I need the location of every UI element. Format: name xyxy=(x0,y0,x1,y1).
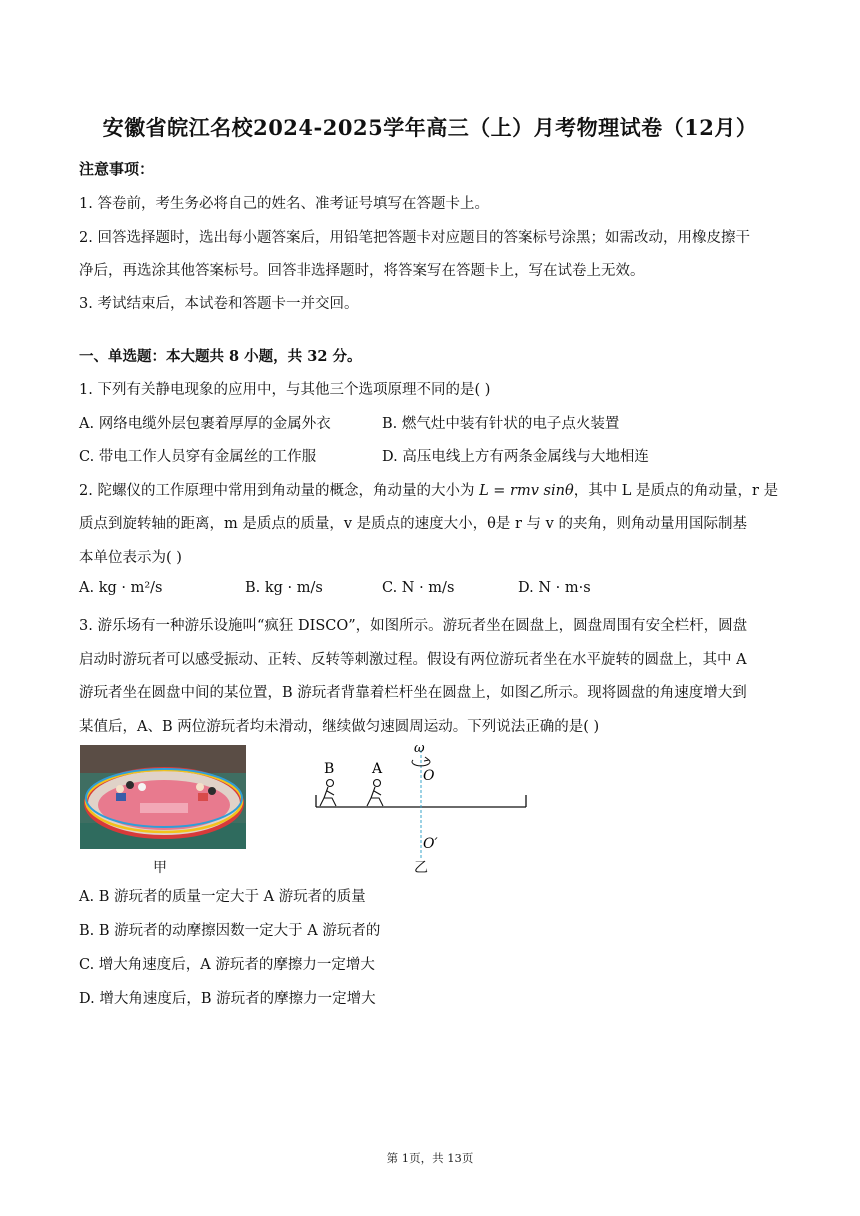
question-3-line-1: 3. 游乐场有一种游乐设施叫“疯狂 DISCO”，如图所示。游玩者坐在圆盘上，圆盘周围有安全栏杆，圆盘 xyxy=(79,618,748,634)
notice-item-2-line-1: 2. 回答选择题时，选出每小题答案后，用铅笔把答题卡对应题目的答案标号涂黑；如需改动，用橡皮擦干 xyxy=(79,230,750,246)
notice-item-1: 1. 答卷前，考生务必将自己的姓名、准考证号填写在答题卡上。 xyxy=(79,196,489,212)
question-2-line-1 xyxy=(79,479,778,500)
rotating-disc-diagram xyxy=(300,740,540,875)
question-1-stem: 1. 下列有关静电现象的应用中，与其他三个选项原理不同的是( ) xyxy=(79,382,491,398)
question-3-line-2: 启动时游玩者可以感受振动、正转、反转等刺激过程。假设有两位游玩者坐在水平旋转的圆盘上，其中 A xyxy=(79,652,747,668)
figure-yi-caption: 乙 xyxy=(414,860,428,876)
page-footer: 第 1页，共 13页 xyxy=(386,1151,474,1165)
diagram-label-o-prime: O′ xyxy=(423,836,438,852)
figure-jia-caption: 甲 xyxy=(153,860,167,876)
angular-momentum-formula: L = rmv sinθ xyxy=(479,483,574,499)
question-3-option-a: A. B 游玩者的质量一定大于 A 游玩者的质量 xyxy=(79,889,366,905)
notice-heading: 注意事项： xyxy=(79,160,155,178)
question-2-line-1-end: ，其中 L 是质点的角动量，r 是 xyxy=(573,483,779,499)
question-2-line-1-start: 2. 陀螺仪的工作原理中常用到角动量的概念，角动量的大小为 xyxy=(79,483,480,499)
question-1-option-c: C. 带电工作人员穿有金属丝的工作服 xyxy=(79,449,317,465)
question-2-line-2: 质点到旋转轴的距离，m 是质点的质量，v 是质点的速度大小，θ是 r 与 v 的夹角，则角动量用国际制基 xyxy=(79,516,747,532)
diagram-label-omega: ω xyxy=(414,741,425,756)
page-title: 安徽省皖江名校2024-2025学年高三（上）月考物理试卷（12月） xyxy=(102,115,758,140)
diagram-label-b: B xyxy=(324,761,335,777)
diagram-label-o: O xyxy=(423,768,435,784)
question-3-line-3: 游玩者坐在圆盘中间的某位置，B 游玩者背靠着栏杆坐在圆盘上，如图乙所示。现将圆盘的角速度增大到 xyxy=(79,685,747,701)
question-1-option-a: A. 网络电缆外层包裹着厚厚的金属外衣 xyxy=(79,416,331,432)
question-1-option-d: D. 高压电线上方有两条金属线与大地相连 xyxy=(382,449,649,465)
question-3-option-c: C. 增大角速度后，A 游玩者的摩擦力一定增大 xyxy=(79,957,375,973)
notice-item-2-line-2: 净后，再选涂其他答案标号。回答非选择题时，将答案写在答题卡上，写在试卷上无效。 xyxy=(79,263,645,279)
disco-ride-photo xyxy=(80,745,246,849)
question-3-option-d: D. 增大角速度后，B 游玩者的摩擦力一定增大 xyxy=(79,991,376,1007)
question-1-option-b: B. 燃气灶中装有针状的电子点火装置 xyxy=(382,416,620,432)
diagram-label-a: A xyxy=(372,761,383,777)
question-2-line-3: 本单位表示为( ) xyxy=(79,550,182,566)
question-3-option-b: B. B 游玩者的动摩擦因数一定大于 A 游玩者的 xyxy=(79,923,381,939)
question-2-option-c: C. N · m/s xyxy=(382,580,455,596)
question-2-option-d: D. N · m·s xyxy=(518,580,591,596)
question-2-option-b: B. kg · m/s xyxy=(245,580,323,596)
question-3-line-4: 某值后，A、B 两位游玩者均未滑动，继续做匀速圆周运动。下列说法正确的是( ) xyxy=(79,719,600,735)
notice-item-3: 3. 考试结束后，本试卷和答题卡一并交回。 xyxy=(79,296,359,312)
question-2-option-a: A. kg · m²/s xyxy=(79,580,163,596)
section-heading: 一、单选题：本大题共 8 小题，共 32 分。 xyxy=(79,348,362,365)
